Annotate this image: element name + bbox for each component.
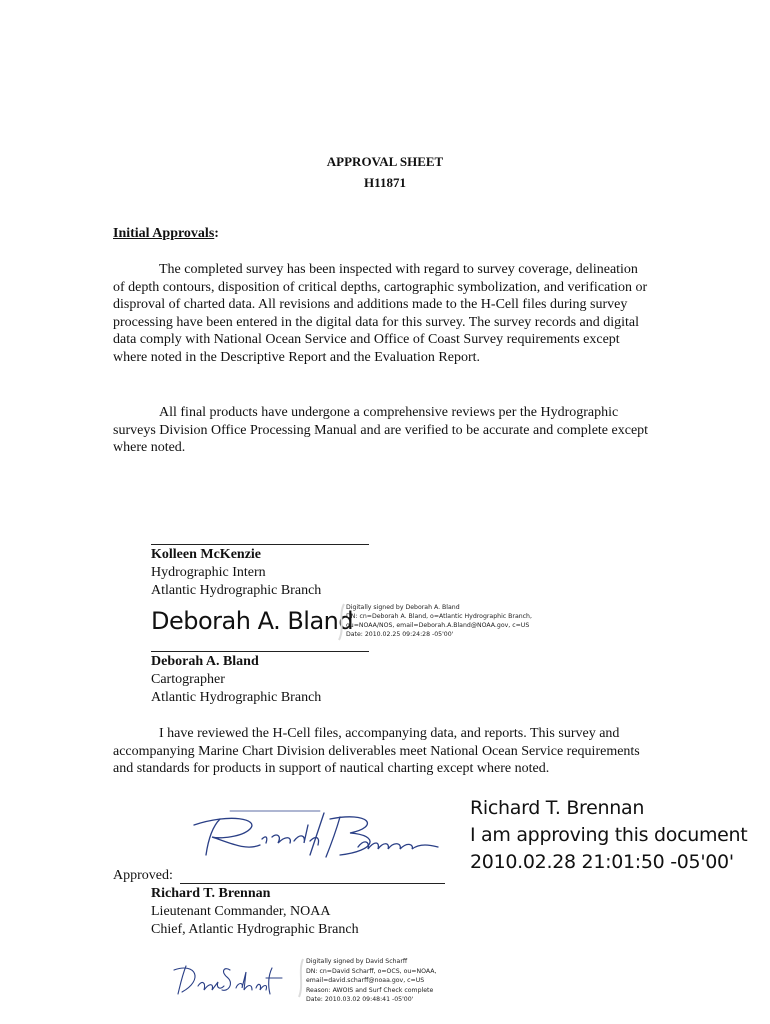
approver-title: Lieutenant Commander, NOAA: [151, 904, 331, 919]
approver-role: Chief, Atlantic Hydrographic Branch: [151, 922, 359, 937]
approved-label: Approved:: [113, 868, 173, 883]
review-paragraph: I have reviewed the H-Cell files, accompanying data, and reports. This survey and accompanying Marine Chart Division deliverables meet National Ocean Service requirements and standards for products in support of nautical charting except where noted.: [113, 726, 640, 776]
bland-signature: Deborah A. Bland: [151, 607, 354, 635]
digital-seal-icon: [296, 955, 306, 1006]
signature-line-bland: [151, 651, 369, 652]
signature-line-mckenzie: [151, 544, 369, 545]
brennan-handwritten-signature: [190, 805, 450, 875]
signer-bland-block: [151, 653, 321, 707]
scharff-digital-details: Digitally signed by David Scharff DN: cn=David Scharff, o=OCS, ou=NOAA, email=david.scharff@noaa.gov, c=US Reason: AWOIS and Surf Check complete Date: 2010.03.02 09:48:41 -05'00': [306, 958, 437, 1003]
approver-name: Richard T. Brennan: [151, 886, 271, 901]
signer-mckenzie-block: [151, 546, 321, 600]
page-title: APPROVAL SHEET: [326, 154, 444, 169]
final-products-paragraph: All final products have undergone a comprehensive reviews per the Hydrographic surveys Division Office Processing Manual and are verified to be accurate and complete except where noted.: [113, 405, 649, 455]
bland-digital-details: Digitally signed by Deborah A. Bland DN: cn=Deborah A. Bland, o=Atlantic Hydrographic Branch, ou=NOAA/NOS, email=Deborah.A.Bland@NOAA.gov, c=US Date: 2010.02.25 09:24:28 -05'00': [346, 604, 532, 638]
signer-name: Kolleen McKenzie: [151, 547, 262, 562]
inspection-paragraph: The completed survey has been inspected with regard to survey coverage, delineation of depth contours, disposition of critical depths, cartographic symbolization, and verification or disproval of charted data. All revisions and additions made to the H-Cell files during survey processing have been entered in the digital data for this survey. The survey records and digital data comply with National Ocean Service and Office of Coast Survey requirements except where noted in the Descriptive Report and the Evaluation Report.: [113, 262, 648, 365]
approval-stamp: Richard T. Brennan I am approving this document 2010.02.28 21:01:50 -05'00': [470, 797, 748, 873]
signer-title: Cartographer: [151, 672, 225, 687]
approval-signature-line: [180, 883, 445, 884]
approver-block: [151, 885, 359, 939]
signer-branch: Atlantic Hydrographic Branch: [151, 690, 322, 705]
survey-id: H11871: [364, 175, 406, 190]
signer-branch: Atlantic Hydrographic Branch: [151, 583, 322, 598]
signer-title: Hydrographic Intern: [151, 565, 266, 580]
scharff-handwritten-signature: [172, 960, 292, 1005]
initial-approvals-heading: Initial Approvals:: [113, 226, 219, 241]
signer-name: Deborah A. Bland: [151, 654, 259, 669]
